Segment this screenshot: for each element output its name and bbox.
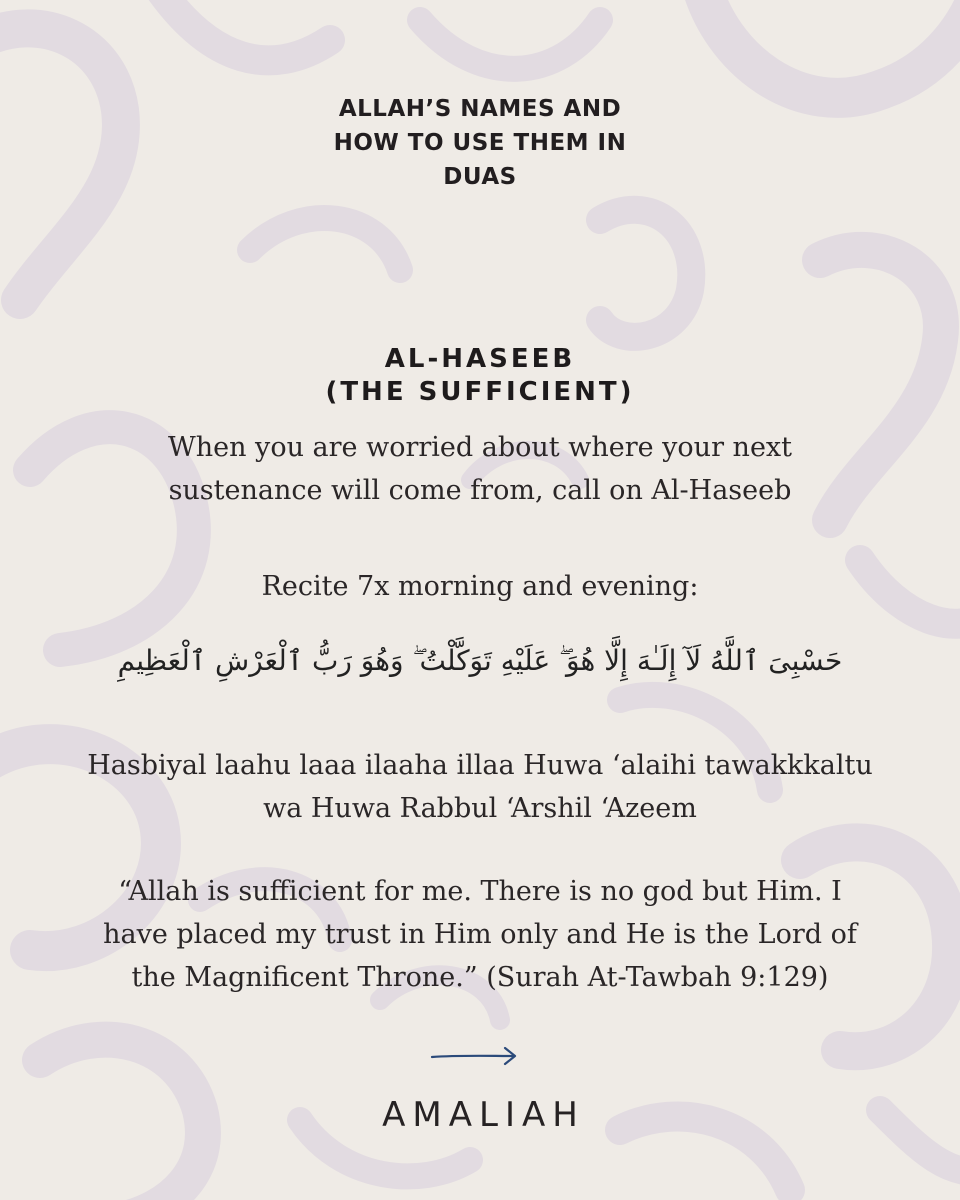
divine-name: AL-HASEEB xyxy=(384,344,576,374)
brand-logo: AMALIAH xyxy=(382,1095,585,1135)
translation-quote xyxy=(0,870,960,999)
description-line: When you are worried about where your next xyxy=(167,432,793,463)
series-title-line: DUAS xyxy=(443,164,517,190)
right-arrow-icon[interactable] xyxy=(430,1045,520,1067)
arabic-dua: حَسْبِىَ ٱللَّهُ لَآ إِلَـٰهَ إِلَّا هُوَ ۖ عَلَيْهِ تَوَكَّلْتُ ۖ وَهُوَ رَبُّ ٱلْعَرْشِ ٱلْعَظِيمِ xyxy=(117,644,843,677)
description-line: sustenance will come from, call on Al-Haseeb xyxy=(168,475,792,506)
translation-line: have placed my trust in Him only and He is the Lord of xyxy=(103,919,857,950)
transliteration-line: wa Huwa Rabbul ‘Arshil ‘Azeem xyxy=(263,793,697,824)
series-title-line: ALLAH’S NAMES AND xyxy=(338,96,622,122)
transliteration xyxy=(0,744,960,830)
translation-line: “Allah is sufficient for me. There is no god but Him. I xyxy=(118,876,842,907)
divine-name-meaning: (THE SUFFICIENT) xyxy=(325,377,635,407)
series-title xyxy=(0,92,960,194)
translation-line: the Magnificent Throne.” (Surah At-Tawbah 9:129) xyxy=(131,962,829,993)
transliteration-line: Hasbiyal laahu laaa ilaaha illaa Huwa ‘alaihi tawakkkaltu xyxy=(87,750,873,781)
divine-name-heading xyxy=(0,343,960,409)
recitation-instruction: Recite 7x morning and evening: xyxy=(261,571,699,602)
usage-description xyxy=(0,426,960,512)
series-title-line: HOW TO USE THEM IN xyxy=(333,130,627,156)
